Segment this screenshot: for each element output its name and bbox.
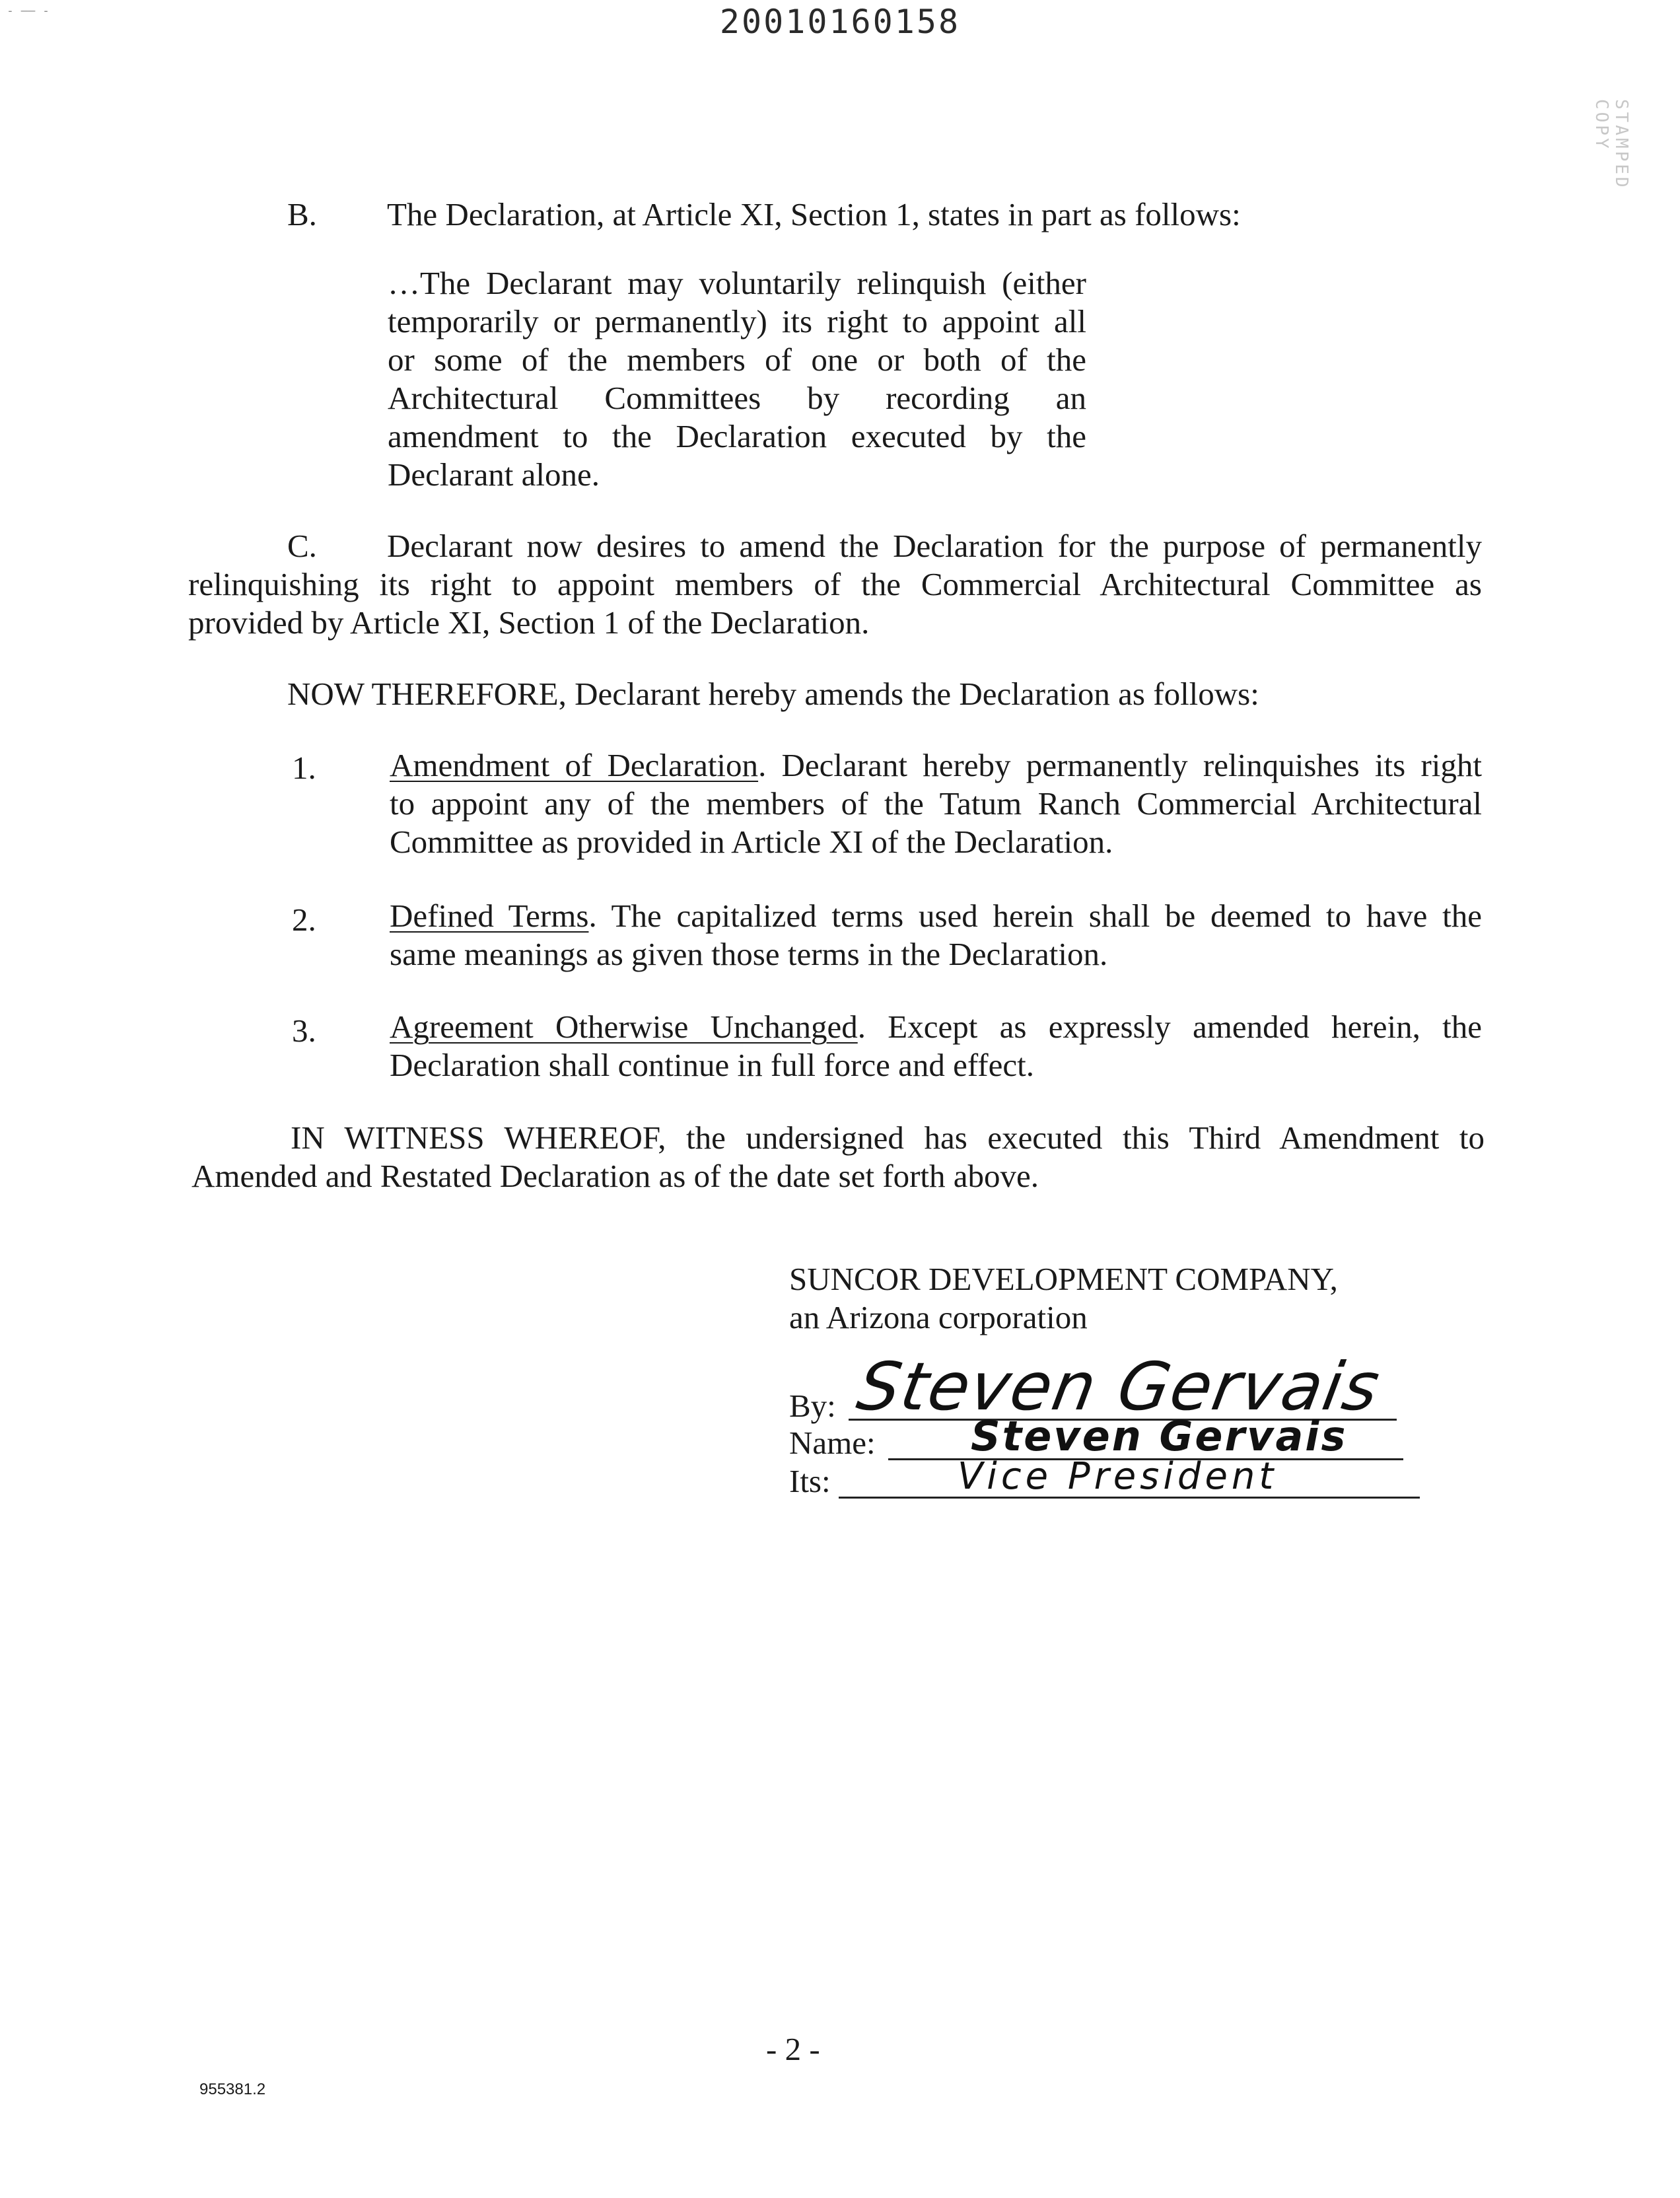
item-number: 1.	[292, 750, 316, 786]
page-number: - 2 -	[766, 2031, 820, 2067]
quote-line: amendment to the Declaration executed by the	[388, 418, 1086, 454]
quote-line: …The Declarant may voluntarily relinquish (either	[388, 265, 1086, 301]
item-line: Amendment of Declaration. Declarant hereby permanently relinquishes its right	[390, 747, 1482, 783]
recital-c-label: C.	[287, 528, 317, 564]
recital-b-intro: The Declaration, at Article XI, Section 1, states in part as follows:	[387, 196, 1241, 232]
by-label: By:	[789, 1388, 836, 1424]
item-heading: Defined Terms	[390, 898, 589, 934]
name-label: Name:	[789, 1425, 876, 1461]
item-line: Agreement Otherwise Unchanged. Except as expressly amended herein, the	[390, 1009, 1482, 1045]
recital-b-quote	[388, 264, 1086, 494]
item-heading: Amendment of Declaration	[390, 747, 759, 783]
item-number: 2.	[292, 902, 316, 938]
now-therefore-clause: NOW THEREFORE, Declarant hereby amends the Declaration as follows:	[287, 676, 1259, 712]
recital-c-line: provided by Article XI, Section 1 of the Declaration.	[188, 604, 870, 641]
quote-line: Architectural Committees by recording an	[388, 380, 1086, 416]
printed-name: Steven Gervais	[971, 1412, 1348, 1460]
title-handwritten: Vice President	[958, 1455, 1278, 1498]
quote-line: Declarant alone.	[388, 456, 600, 493]
recital-c-line: relinquishing its right to appoint members of the Commercial Architectural Committee as	[188, 566, 1482, 602]
item-line: Committee as provided in Article XI of the Declaration.	[390, 824, 1113, 860]
item-line: Defined Terms. The capitalized terms used herein shall be deemed to have the	[390, 898, 1483, 934]
quote-line: or some of the members of one or both of the	[388, 341, 1086, 378]
company-description: an Arizona corporation	[789, 1299, 1088, 1335]
item-heading: Agreement Otherwise Unchanged	[390, 1009, 858, 1045]
document-id: 955381.2	[199, 2080, 266, 2098]
recital-c-line: Declarant now desires to amend the Declaration for the purpose of permanently	[387, 528, 1482, 564]
item-number: 3.	[292, 1012, 316, 1049]
recital-b-label: B.	[287, 196, 317, 232]
recording-number: 20010160158	[719, 3, 961, 41]
signature: Steven Gervais	[851, 1348, 1386, 1425]
side-stamp: STAMPED COPY	[1592, 99, 1631, 190]
its-label: Its:	[789, 1463, 831, 1499]
item-line: same meanings as given those terms in the Declaration.	[390, 936, 1108, 972]
quote-line: temporarily or permanently) its right to appoint all	[388, 303, 1086, 339]
witness-line: IN WITNESS WHEREOF, the undersigned has executed this Third Amendment to	[291, 1119, 1485, 1156]
witness-line: Amended and Restated Declaration as of the date set forth above.	[192, 1158, 1039, 1194]
scan-corner-mark: - —— -	[7, 4, 50, 18]
company-name: SUNCOR DEVELOPMENT COMPANY,	[789, 1261, 1338, 1297]
item-line: Declaration shall continue in full force and effect.	[390, 1047, 1034, 1083]
item-line: to appoint any of the members of the Tatum Ranch Commercial Architectural	[390, 785, 1482, 822]
